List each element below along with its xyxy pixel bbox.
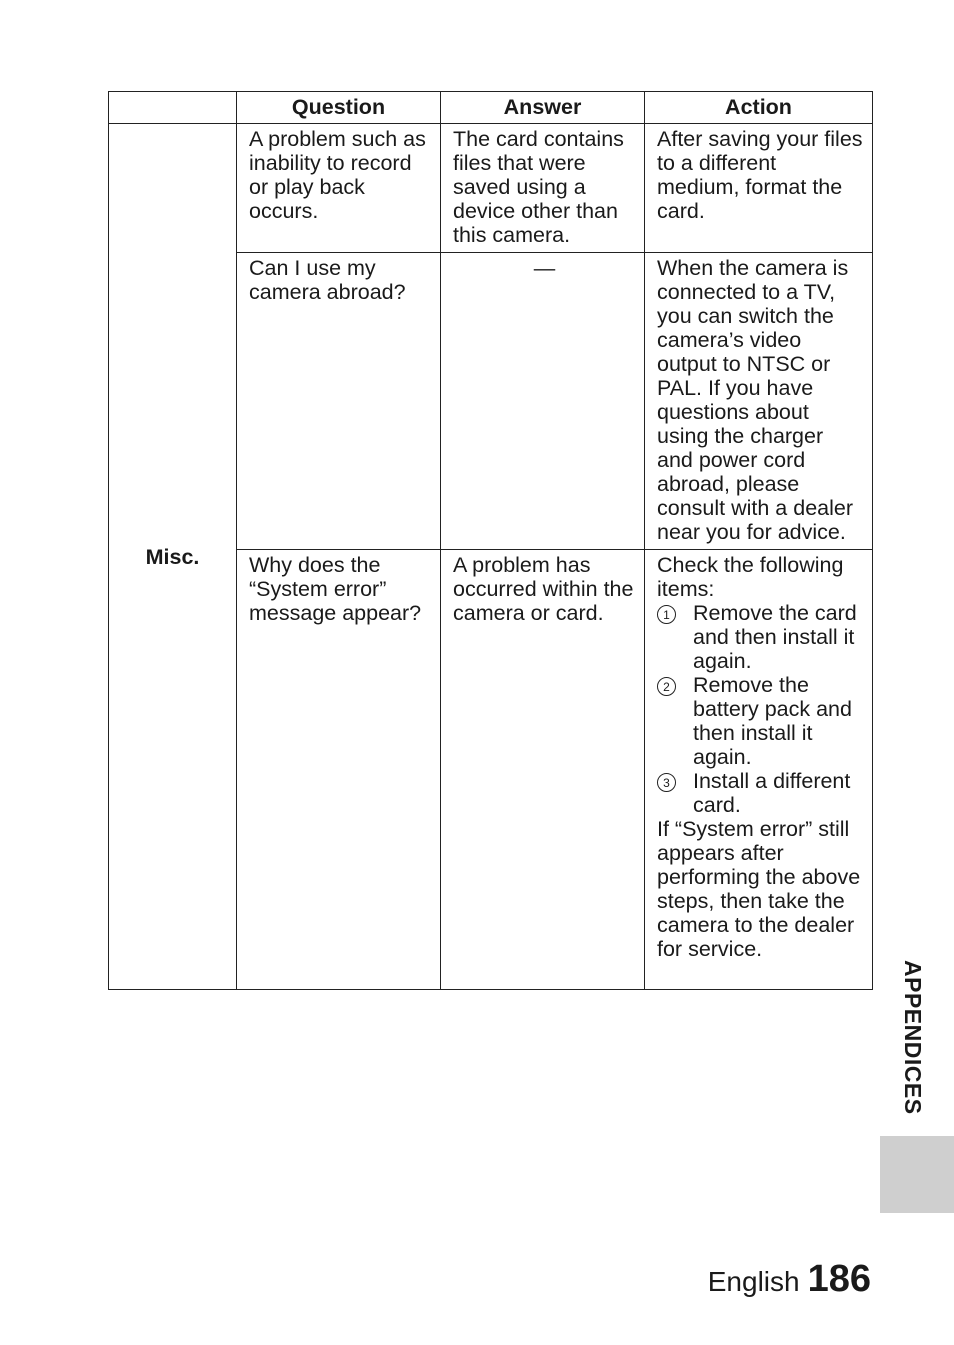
footer-language: English — [707, 1266, 800, 1297]
section-thumb-tab — [880, 1136, 954, 1213]
answer-cell: The card contains files that were saved using a device other than this camera. — [441, 124, 645, 253]
header-answer: Answer — [441, 92, 645, 124]
category-cell: Misc. — [109, 124, 237, 990]
action-intro: Check the following items: — [657, 553, 844, 601]
page-number: 186 — [807, 1258, 871, 1300]
header-category — [109, 92, 237, 124]
action-cell — [645, 550, 873, 990]
header-question: Question — [237, 92, 441, 124]
question-cell: Can I use my camera abroad? — [237, 253, 441, 550]
action-step — [657, 673, 864, 769]
step-text: Remove the battery pack and then install it again. — [693, 673, 852, 769]
action-cell: When the camera is connected to a TV, you can switch the camera’s video output to NTSC or PAL. If you have questions about using the charger and power cord abroad, please consult with a dealer near you for advice. — [645, 253, 873, 550]
question-cell: A problem such as inability to record or play back occurs. — [237, 124, 441, 253]
answer-cell: — — [441, 253, 645, 550]
step-text: Install a different card. — [693, 769, 851, 817]
action-step — [657, 769, 864, 817]
header-action: Action — [645, 92, 873, 124]
question-cell: Why does the “System error” message appear? — [237, 550, 441, 990]
table-row — [109, 124, 873, 253]
step-number-circle: 3 — [657, 773, 676, 792]
step-number-circle: 2 — [657, 677, 676, 696]
step-text: Remove the card and then install it again. — [693, 601, 857, 673]
action-outro: If “System error” still appears after performing the above steps, then take the camera to the dealer for service. — [657, 817, 861, 961]
step-number-circle: 1 — [657, 605, 676, 624]
action-cell: After saving your files to a different medium, format the card. — [645, 124, 873, 253]
faq-table — [108, 91, 873, 990]
page-footer — [708, 1258, 871, 1301]
section-side-label: APPENDICES — [900, 960, 926, 1115]
action-step — [657, 601, 864, 673]
answer-cell: A problem has occurred within the camera or card. — [441, 550, 645, 990]
table-header-row — [109, 92, 873, 124]
